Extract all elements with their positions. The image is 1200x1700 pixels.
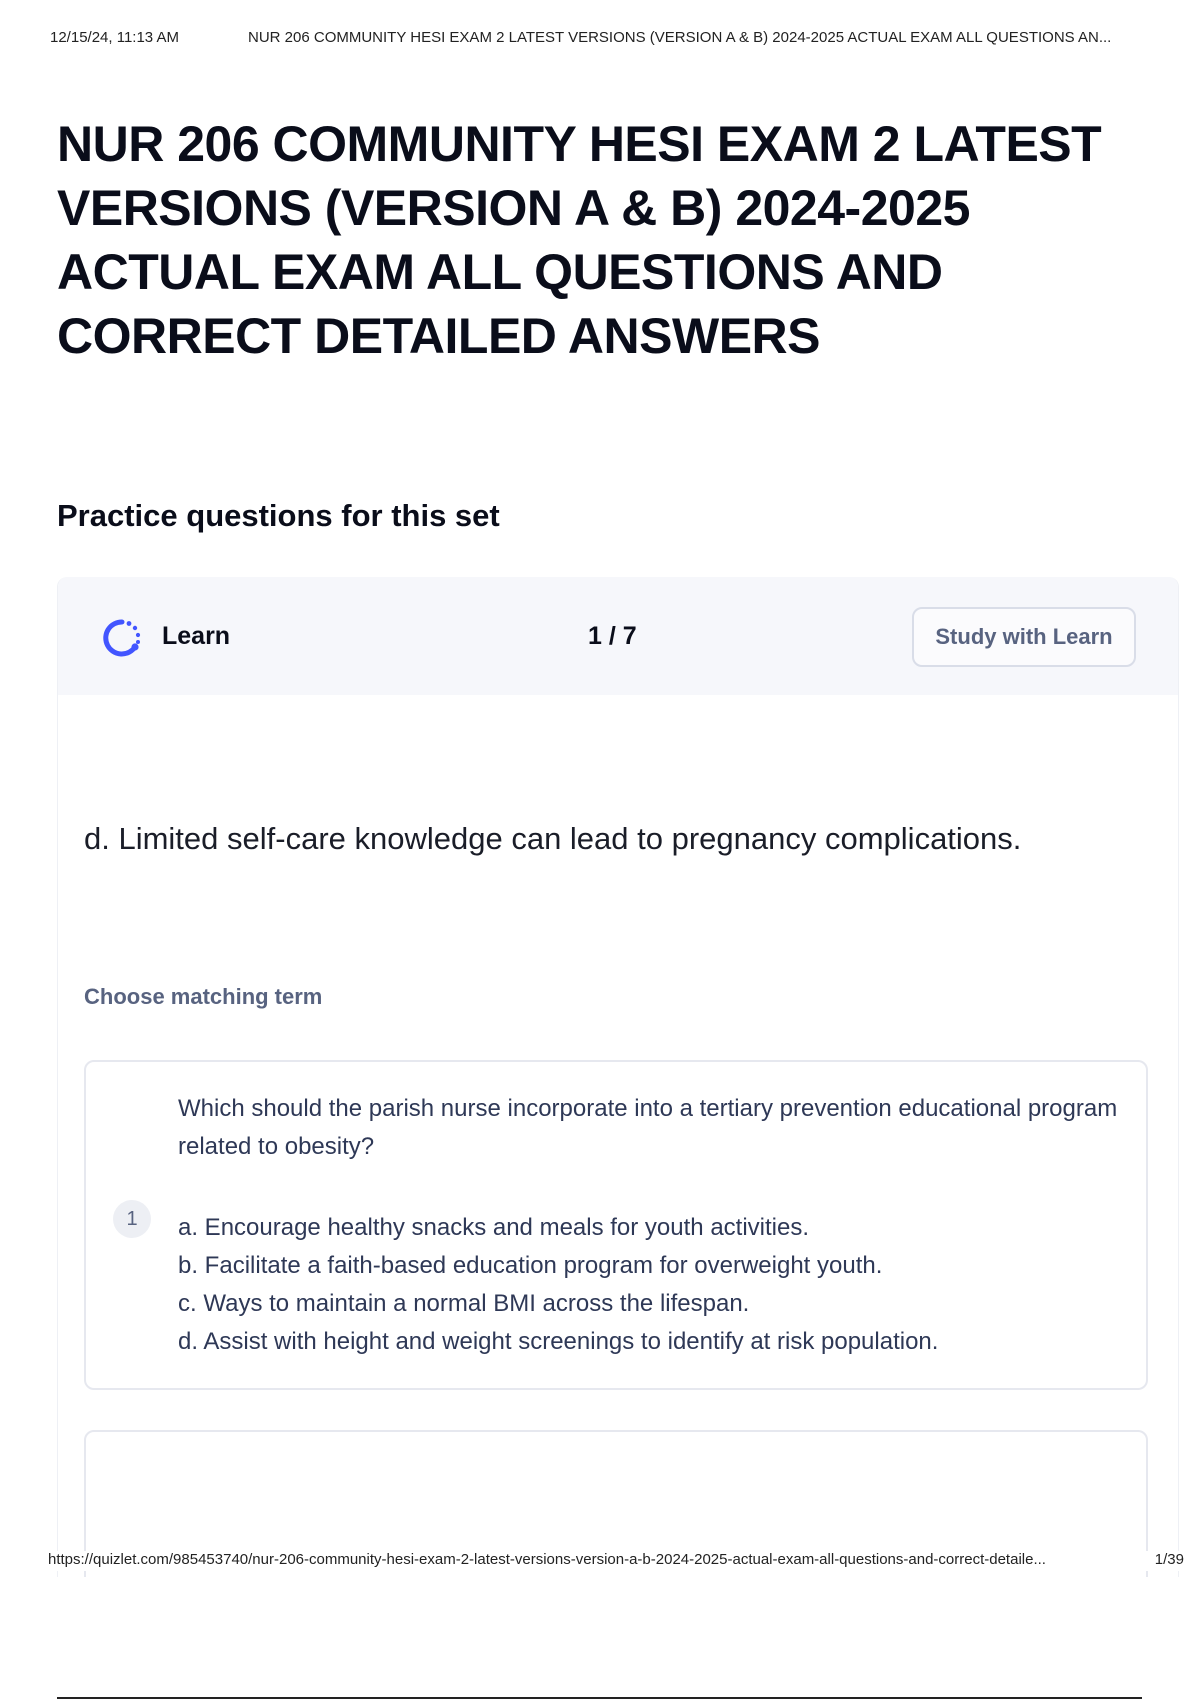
learn-mode-label: Learn	[162, 622, 231, 650]
page-title: NUR 206 COMMUNITY HESI EXAM 2 LATEST VERSIONS (VERSION A & B) 2024-2025 ACTUAL EXAM ALL QUESTIONS AND CORRECT DETAILED ANSWERS	[57, 116, 1102, 364]
question-prompt: d. Limited self-care knowledge can lead to pregnancy complications.	[84, 821, 1022, 856]
option-question-text: Which should the parish nurse incorporate into a tertiary prevention educational program related to obesity?	[178, 1095, 1118, 1160]
option-answer-c: c. Ways to maintain a normal BMI across the lifespan.	[178, 1290, 750, 1317]
question-progress: 1 / 7	[588, 622, 637, 650]
print-date: 12/15/24, 11:13 AM	[50, 29, 179, 46]
learn-header-bar	[58, 577, 1178, 695]
section-heading: Practice questions for this set	[57, 498, 500, 533]
option-number-badge: 1	[113, 1200, 151, 1238]
page-bottom-divider	[57, 1697, 1142, 1699]
option-answer-list	[178, 1209, 1128, 1361]
answer-option-card[interactable]	[84, 1060, 1148, 1390]
print-document-title: NUR 206 COMMUNITY HESI EXAM 2 LATEST VERSIONS (VERSION A & B) 2024-2025 ACTUAL EXAM ALL QUESTIONS AN...	[248, 29, 1112, 46]
option-answer-a: a. Encourage healthy snacks and meals for youth activities.	[178, 1214, 810, 1241]
print-url: https://quizlet.com/985453740/nur-206-community-hesi-exam-2-latest-versions-version-a-b-2024-2025-actual-exam-all-questions-and-correct-detaile...	[48, 1551, 1046, 1568]
study-with-learn-button[interactable]: Study with Learn	[912, 607, 1136, 667]
learn-progress-icon	[100, 616, 144, 660]
learn-card	[57, 577, 1179, 1577]
print-page-number: 1/39	[1154, 1551, 1184, 1568]
print-footer	[48, 1551, 1184, 1571]
option-answer-b: b. Facilitate a faith-based education program for overweight youth.	[178, 1252, 883, 1279]
choose-matching-term-label: Choose matching term	[84, 984, 323, 1009]
option-answer-d: d. Assist with height and weight screenings to identify at risk population.	[178, 1328, 939, 1355]
